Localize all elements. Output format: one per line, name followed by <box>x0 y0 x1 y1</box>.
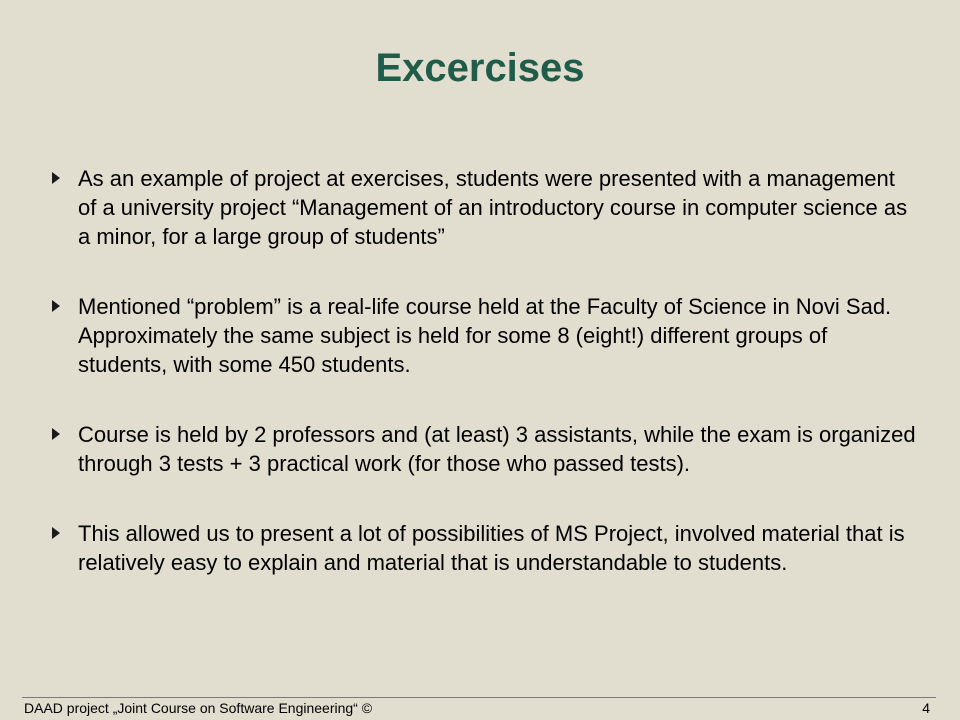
bullet-item <box>48 164 918 251</box>
footer-divider <box>22 697 936 698</box>
footer-text: DAAD project „Joint Course on Software Engineering“ © <box>24 700 373 716</box>
triangle-right-icon <box>52 172 60 184</box>
slide-title: Excercises <box>375 46 585 90</box>
bullet-text: Course is held by 2 professors and (at least) 3 assistants, while the exam is organized through 3 tests + 3 practical work (for those who passed tests). <box>78 422 916 476</box>
bullet-item <box>48 519 918 577</box>
bullet-list <box>48 164 918 618</box>
bullet-item <box>48 292 918 379</box>
bullet-text: Mentioned “problem” is a real-life course held at the Faculty of Science in Novi Sad. Approximately the same subject is held for some 8 (eight!) different groups of students, with some 450 students. <box>78 294 892 377</box>
bullet-text: This allowed us to present a lot of possibilities of MS Project, involved material that is relatively easy to explain and material that is understandable to students. <box>78 521 905 575</box>
triangle-right-icon <box>52 300 60 312</box>
triangle-right-icon <box>52 527 60 539</box>
triangle-right-icon <box>52 428 60 440</box>
bullet-item <box>48 420 918 478</box>
page-number: 4 <box>922 700 930 716</box>
bullet-text: As an example of project at exercises, students were presented with a management of a university project “Management of an introductory course in computer science as a minor, for a large group of students” <box>78 166 908 249</box>
